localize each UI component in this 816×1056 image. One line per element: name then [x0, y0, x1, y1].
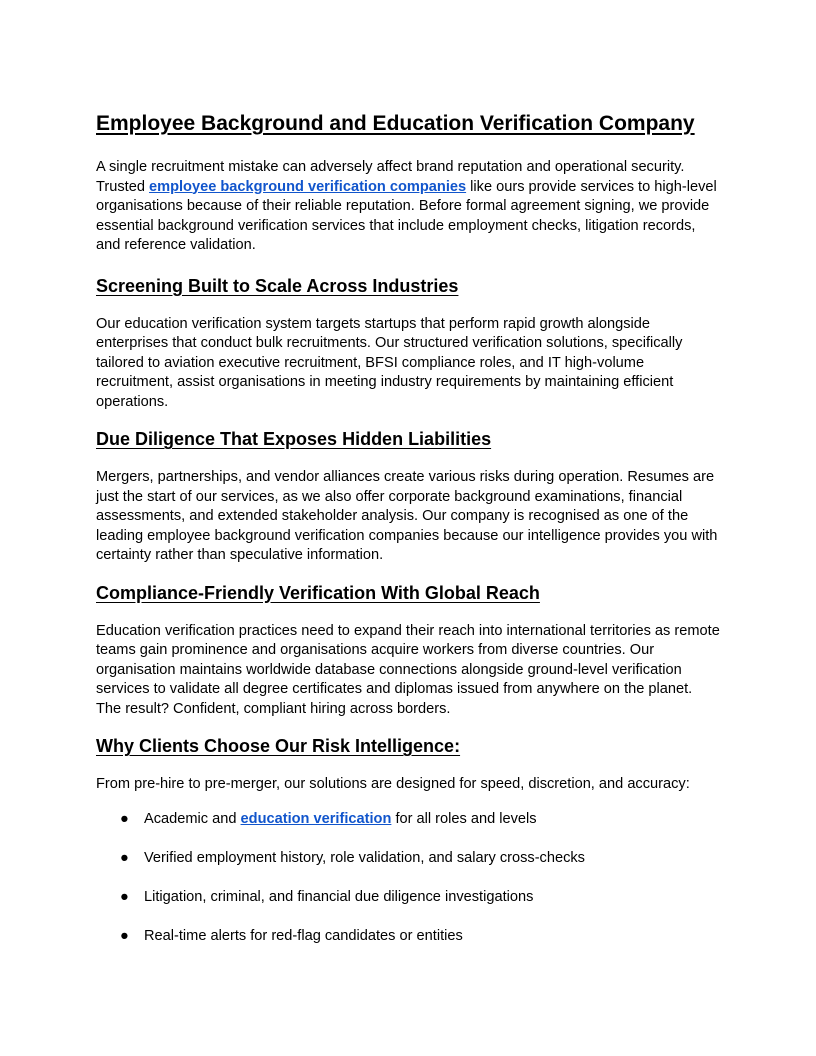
list-item-text-start: Academic and [144, 810, 241, 827]
section-body-why-clients: From pre-hire to pre-merger, our solutions are designed for speed, discretion, and accuracy: [96, 776, 690, 792]
benefits-list [96, 810, 720, 947]
page-title: Employee Background and Education Verification Company [96, 112, 695, 135]
education-verification-link[interactable]: education verification [240, 810, 392, 827]
list-item [120, 849, 720, 869]
list-item-text: Verified employment history, role validation, and salary cross-checks [144, 849, 585, 866]
list-item [120, 888, 720, 908]
section-body-due-diligence: Mergers, partnerships, and vendor alliances create various risks during operation. Resumes are just the start of our services, as we also offer corporate background examinations, financial assessments, and extended stakeholder analysis. Our company is recognised as one of the leading employee background verification companies because our intelligence provides you with certainty rather than speculative information. [96, 469, 718, 563]
bullet-icon: ● [120, 888, 129, 905]
bullet-icon: ● [120, 849, 129, 866]
section-heading-due-diligence: Due Diligence That Exposes Hidden Liabilities [96, 429, 492, 449]
section-heading-compliance: Compliance-Friendly Verification With Global Reach [96, 582, 540, 603]
intro-text-start: A single recruitment mistake can adversely affect brand reputation and operational security. Trusted [96, 159, 685, 195]
list-item-text-end: for all roles and levels [391, 810, 537, 827]
section-body-compliance: Education verification practices need to expand their reach into international territories as remote teams gain prominence and organisations acquire workers from diverse countries. Our organisation maintains worldwide database connections alongside ground-level verification services to validate all degree certificates and diplomas issued from anywhere on the planet. The result? Confident, compliant hiring across borders. [96, 622, 720, 717]
intro-paragraph [96, 158, 720, 256]
section-body-screening: Our education verification system targets startups that perform rapid growth alongside enterprises that conduct bulk recruitments. Our structured verification solutions, specifically tailored to aviation executive recruitment, BFSI compliance roles, and IT high-volume recruitment, assist organisations in meeting industry requirements by maintaining efficient operations. [96, 315, 683, 410]
section-heading-screening: Screening Built to Scale Across Industries [96, 275, 459, 296]
background-verification-link[interactable]: employee background verification companies [149, 178, 467, 195]
bullet-icon: ● [120, 810, 129, 827]
list-item [120, 810, 720, 830]
intro-text-end: like ours provide services to high-level organisations because of their reliable reputation. Before formal agreement signing, we provide essential background verification services that include employment checks, litigation records, and reference validation. [96, 178, 717, 253]
bullet-icon: ● [120, 927, 129, 944]
list-item [120, 927, 720, 947]
list-item-text: Litigation, criminal, and financial due diligence investigations [144, 888, 534, 905]
list-item-text: Real-time alerts for red-flag candidates or entities [144, 927, 463, 944]
section-heading-why-clients: Why Clients Choose Our Risk Intelligence: [96, 736, 461, 756]
